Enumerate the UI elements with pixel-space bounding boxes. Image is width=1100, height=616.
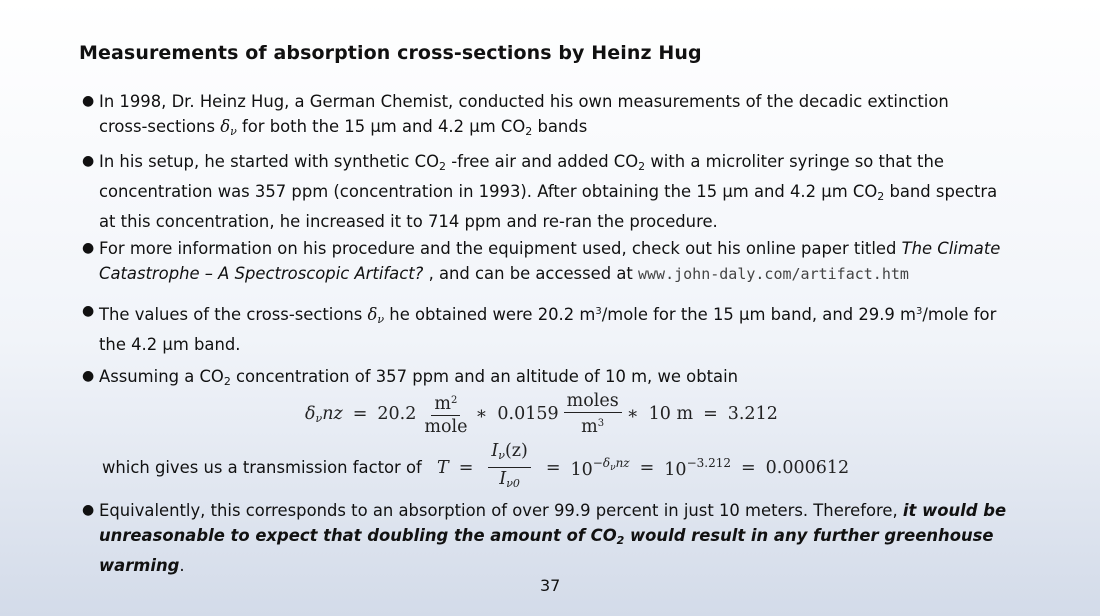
eq-power: $10^{-\delta_\nu nz}$ <box>570 455 630 480</box>
unit-fraction: $\frac{\text{moles}}{m^3}$ <box>564 390 622 438</box>
text: concentration of 357 ppm and an altitude of 10 m, we obtain <box>230 367 739 386</box>
slide-title: Measurements of absorption cross-sections by Heinz Hug <box>79 42 702 64</box>
emphasis: would result in any further greenhouse warming <box>99 526 994 575</box>
eq-lhs: $\delta_\nu nz$ <box>305 403 343 425</box>
text: In 1998, Dr. Heinz Hug, a German Chemist, conducted his own measurements of the decadic extinction <box>99 92 949 111</box>
text: Assuming a CO <box>99 367 224 386</box>
text: /mole for <box>922 305 997 324</box>
subscript: 2 <box>439 160 447 173</box>
eq-power: $10^{-3.212}$ <box>664 455 731 480</box>
text: -free air and added CO <box>446 152 639 171</box>
eq-value: 10 <box>648 404 671 424</box>
text: he obtained were 20.2 m <box>384 305 596 324</box>
equals: = <box>703 404 718 424</box>
bullet-more-info <box>82 236 1042 287</box>
text: band spectra <box>884 182 998 201</box>
bullet-dot: ● <box>82 153 95 169</box>
bullet-body <box>99 299 1042 357</box>
paper-title: Catastrophe – A Spectroscopic Artifact? <box>99 264 424 283</box>
text: In his setup, he started with synthetic CO <box>99 152 440 171</box>
eq-result: 3.212 <box>727 404 778 424</box>
equals: = <box>352 404 368 424</box>
text: cross-sections <box>99 117 215 136</box>
unit-fraction: $\frac{m^2}{\text{mole}}$ <box>421 390 470 438</box>
subscript: 2 <box>638 160 646 173</box>
page-number: 37 <box>540 576 561 595</box>
bullet-dot: ● <box>82 368 95 384</box>
text: the 4.2 µm band. <box>99 335 241 354</box>
subscript: 2 <box>525 125 533 138</box>
intensity-fraction: $\frac{I_\nu(z)}{I_{\nu 0}}$ <box>488 440 530 495</box>
text: /mole for the 15 µm band, and 29.9 m <box>601 305 917 324</box>
text: which gives us a transmission factor of <box>102 458 422 477</box>
equals: = <box>741 457 756 478</box>
bullet-body <box>99 498 1042 578</box>
bullet-body <box>99 236 1042 287</box>
equals: = <box>639 457 655 478</box>
superscript: 3 <box>595 306 602 317</box>
text: for both the 15 µm and 4.2 µm CO <box>236 117 526 136</box>
paper-title: The Climate <box>901 239 1001 258</box>
multiply: ∗ <box>626 404 639 424</box>
emphasis: it would be <box>902 501 1007 520</box>
text: at this concentration, he increased it to 714 ppm and re-ran the procedure. <box>99 212 718 231</box>
eq-value: 20.2 <box>377 404 417 424</box>
text: The values of the cross-sections <box>99 305 368 324</box>
equals: = <box>458 457 474 478</box>
equation-transmission <box>437 440 849 495</box>
bullet-conclusion <box>82 498 1042 578</box>
subscript: 2 <box>877 190 885 203</box>
delta-symbol: $\delta_\nu$ <box>367 305 385 326</box>
equation-optical-depth <box>305 390 778 438</box>
text: concentration was 357 ppm (concentration in 1993). After obtaining the 15 µm and 4.2 µm CO <box>99 182 878 201</box>
subscript: 2 <box>616 534 625 547</box>
bullet-dot: ● <box>82 240 95 256</box>
text: For more information on his procedure and the equipment used, check out his online paper titled <box>99 239 902 258</box>
bullet-dot: ● <box>82 93 95 109</box>
subscript: 2 <box>223 375 231 388</box>
paper-url[interactable]: www.john-daly.com/artifact.htm <box>638 265 909 283</box>
eq-value: 0.0159 <box>497 404 559 424</box>
bullet-dot: ● <box>82 502 95 518</box>
delta-symbol: $\delta_\nu$ <box>220 117 237 138</box>
superscript: 3 <box>916 306 923 317</box>
eq-lhs: T <box>437 457 449 478</box>
text: bands <box>532 117 588 136</box>
eq-unit: m <box>676 404 694 424</box>
emphasis: unreasonable to expect that doubling the amount of CO <box>99 526 617 545</box>
eq-result: 0.000612 <box>765 457 850 478</box>
bullet-dot: ● <box>82 303 95 319</box>
bullet-setup <box>82 149 1042 234</box>
bullet-body <box>99 89 1042 144</box>
multiply: ∗ <box>475 404 488 424</box>
text: , and can be accessed at <box>423 264 638 283</box>
text: . <box>179 556 185 575</box>
equals: = <box>545 457 561 478</box>
text: with a microliter syringe so that the <box>645 152 944 171</box>
bullet-body <box>99 149 1042 234</box>
text: Equivalently, this corresponds to an absorption of over 99.9 percent in just 10 meters. Therefore, <box>99 501 903 520</box>
bullet-values <box>82 299 1042 357</box>
bullet-hug-measurements <box>82 89 1042 144</box>
